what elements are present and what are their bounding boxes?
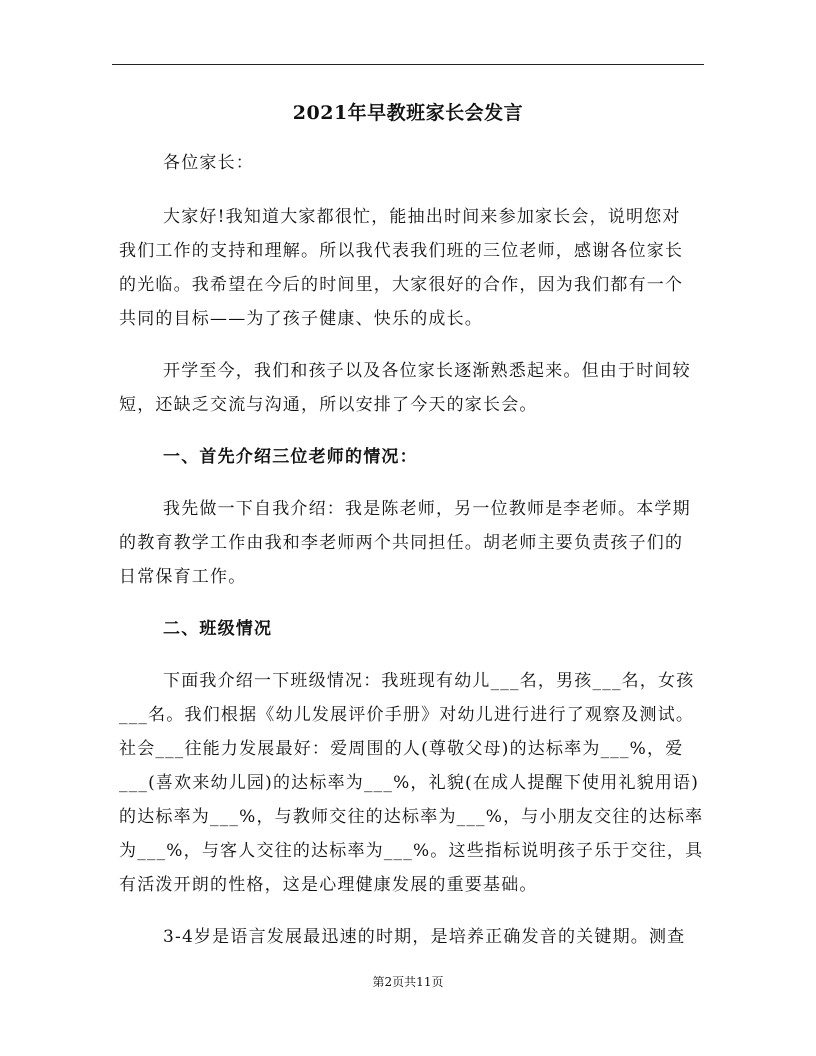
section-1-line-2: 的教育教学工作由我和李老师两个共同担任。胡老师主要负责孩子们的: [119, 533, 684, 553]
section-1-heading: 一、首先介绍三位老师的情况：: [163, 447, 418, 467]
section-1-line-1: 我先做一下自我介绍：我是陈老师，另一位教师是李老师。本学期: [163, 499, 691, 519]
paragraph-2-line-1: 开学至今，我们和孩子以及各位家长逐渐熟悉起来。但由于时间较: [163, 361, 691, 381]
section-2-line-7: 有活泼开朗的性格，这是心理健康发展的重要基础。: [119, 875, 538, 895]
page-number-footer: 第2页共11页: [372, 975, 444, 989]
paragraph-2-line-2: 短，还缺乏交流与沟通，所以安排了今天的家长会。: [119, 395, 538, 415]
document-title: 2021年早教班家长会发言: [292, 102, 524, 124]
section-2-line-1: 下面我介绍一下班级情况：我班现有幼儿___名，男孩___名，女孩: [163, 671, 695, 691]
section-2-line-4: ___(喜欢来幼儿园)的达标率为___%，礼貌(在成人提醒下使用礼貌用语): [119, 773, 700, 793]
last-line: 3-4岁是语言发展最迅速的时期，是培养正确发音的关键期。测查: [163, 927, 686, 947]
salutation: 各位家长：: [163, 153, 254, 173]
header-rule: [112, 64, 704, 65]
section-2-line-5: 的达标率为___%，与教师交往的达标率为___%，与小朋友交往的达标率: [119, 807, 704, 827]
section-2-line-3: 社会___往能力发展最好：爱周围的人(尊敬父母)的达标率为___%，爱: [119, 739, 684, 759]
paragraph-1-line-2: 我们工作的支持和理解。所以我代表我们班的三位老师，感谢各位家长: [119, 241, 684, 261]
section-1-line-3: 日常保育工作。: [119, 567, 247, 587]
section-2-heading: 二、班级情况: [163, 619, 273, 639]
section-2-line-6: 为___%，与客人交往的达标率为___%。这些指标说明孩子乐于交往，具: [119, 841, 704, 861]
section-2-line-2: ___名。我们根据《幼儿发展评价手册》对幼儿进行进行了观察及测试。: [119, 705, 695, 725]
paragraph-1-line-1: 大家好!我知道大家都很忙，能抽出时间来参加家长会，说明您对: [163, 207, 681, 227]
paragraph-1-line-3: 的光临。我希望在今后的时间里，大家很好的合作，因为我们都有一个: [119, 275, 684, 295]
paragraph-1-line-4: 共同的目标——为了孩子健康、快乐的成长。: [119, 309, 483, 329]
